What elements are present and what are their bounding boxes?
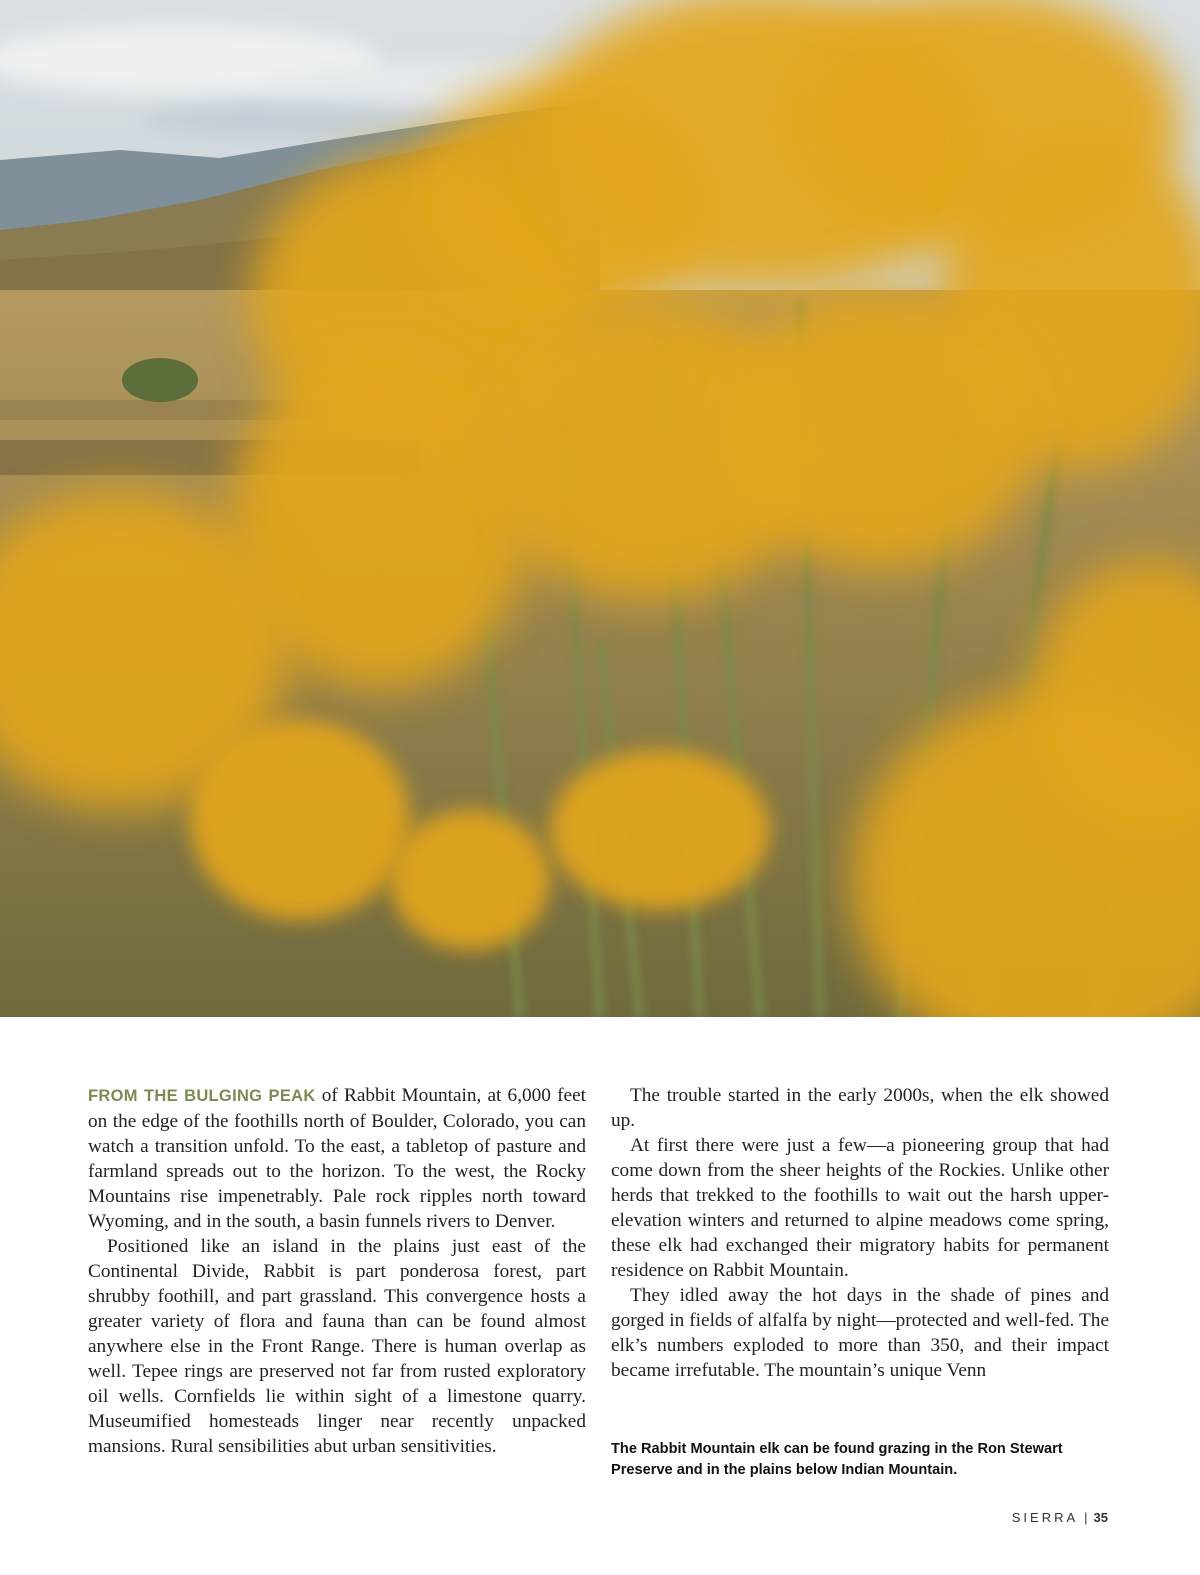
article-column-right: [611, 1083, 1109, 1383]
magazine-name: SIERRA: [1011, 1510, 1079, 1525]
photo-caption: The Rabbit Mountain elk can be found grazing in the Ron Stewart Preserve and in the plains below Indian Mountain.: [611, 1441, 1063, 1478]
paragraph-4: At first there were just a few—a pioneering group that had come down from the sheer heights of the Rockies. Unlike other herds that trekked to the foothills to wait out the harsh upper-elevation winters and returned to alpine meadows come spring, these elk had exchanged their migratory habits for permanent residence on Rabbit Mountain.: [611, 1135, 1109, 1281]
page-number: 35: [1093, 1510, 1108, 1525]
lead-in: FROM THE BULGING PEAK: [88, 1087, 316, 1105]
tree: [122, 358, 198, 402]
paragraph-3: The trouble started in the early 2000s, when the elk showed up.: [611, 1085, 1109, 1131]
paragraph-1: [88, 1083, 586, 1234]
page-footer: [1012, 1510, 1108, 1525]
folio-separator: |: [1084, 1510, 1088, 1525]
paragraph-1-text: of Rabbit Mountain, at 6,000 feet on the edge of the foothills north of Boulder, Colorado, you can watch a transition unfold. To the east, a tabletop of pasture and farmland spreads out to the horizon. To the west, the Rocky Mountains rise impenetrably. Pale rock ripples north toward Wyoming, and in the south, a basin funnels rivers to Denver.: [88, 1085, 586, 1232]
paragraph-5: They idled away the hot days in the shade of pines and gorged in fields of alfalfa by night—protected and well-fed. The elk’s numbers exploded to more than 350, and their impact became irrefutable. The mountain’s unique Venn: [611, 1285, 1109, 1381]
paragraph-2: Positioned like an island in the plains just east of the Continental Divide, Rabbit is part ponderosa forest, part shrubby foothill, and part grassland. This convergence hosts a greater variety of flora and fauna than can be found almost anywhere else in the Front Range. There is human overlap as well. Tepee rings are preserved not far from rusted exploratory oil wells. Cornfields lie within sight of a limestone quarry. Museumified homesteads linger near recently unpacked mansions. Rural sensibilities abut urban sensitivities.: [88, 1236, 586, 1457]
article-column-left: [88, 1083, 586, 1459]
